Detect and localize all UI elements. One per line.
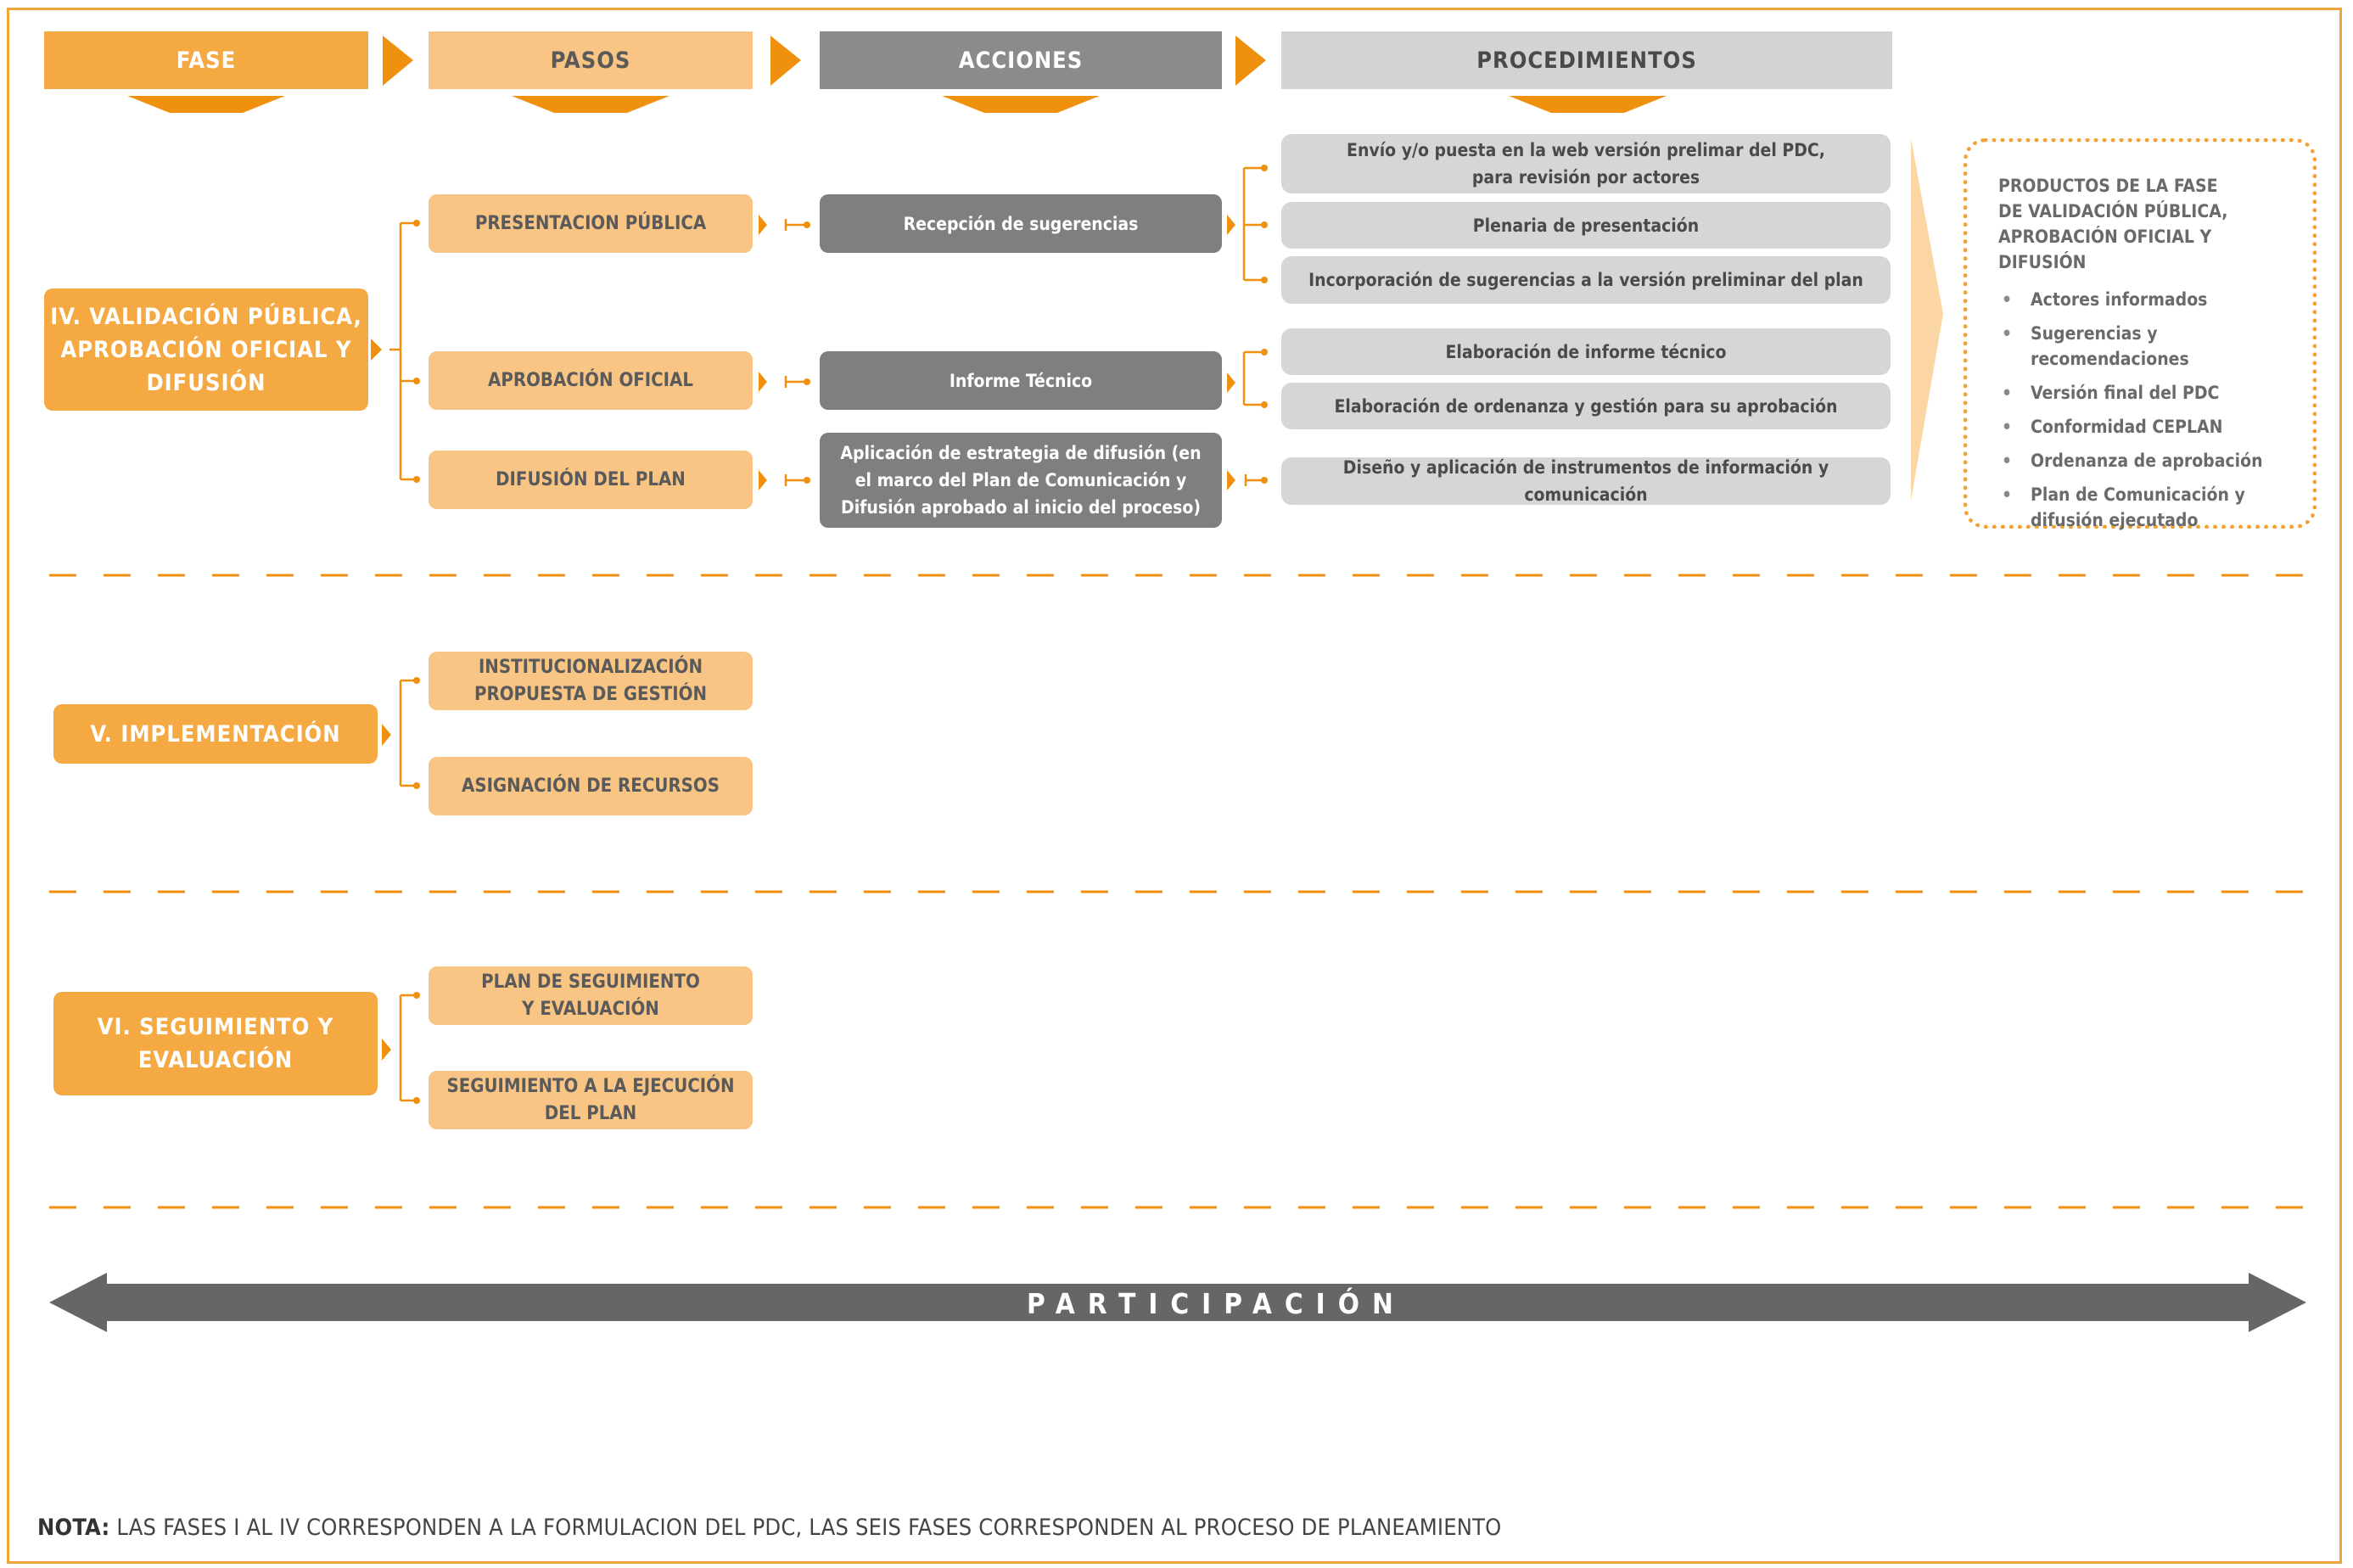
proc-ordenanza: Elaboración de ordenanza y gestión para su aprobación bbox=[1281, 383, 1891, 429]
paso-plan-seguimiento-line2: Y EVALUACIÓN bbox=[522, 998, 659, 1020]
accion-informe-tecnico: Informe Técnico bbox=[820, 351, 1222, 410]
productos-list bbox=[1998, 287, 2289, 533]
productos-item-text: • Actores informados bbox=[2031, 289, 2208, 310]
paso-institucionalizacion-line1: INSTITUCIONALIZACIÓN bbox=[478, 656, 703, 678]
fase-down-tab bbox=[127, 96, 285, 113]
proc-instrumentos-comunicacion: Diseño y aplicación de instrumentos de información y comunicación bbox=[1281, 457, 1891, 505]
pasos-down-tab bbox=[512, 96, 669, 113]
paso-seguimiento-ejecucion-line2: DEL PLAN bbox=[544, 1102, 637, 1124]
productos-item bbox=[1998, 448, 2289, 473]
accion-aplicacion-line1: Aplicación de estrategia de difusión (en bbox=[840, 443, 1202, 463]
accion-aplicacion-line3: Difusión aprobado al inicio del proceso) bbox=[841, 497, 1201, 518]
paso-aprobacion-oficial: APROBACIÓN OFICIAL bbox=[429, 351, 753, 410]
proc-envio-web bbox=[1281, 134, 1891, 193]
proc-plenaria: Plenaria de presentación bbox=[1281, 202, 1891, 249]
paso-presentacion-publica: PRESENTACION PÚBLICA bbox=[429, 194, 753, 253]
accion-aplicacion-estrategia bbox=[820, 433, 1222, 528]
phase-vi-box bbox=[53, 992, 378, 1095]
productos-item-text: • Plan de Comunicación y bbox=[2031, 484, 2245, 505]
productos-item-text: • Versión final del PDC bbox=[2031, 383, 2220, 403]
productos-item-text: recomendaciones bbox=[2031, 349, 2189, 369]
acciones-down-tab bbox=[942, 96, 1100, 113]
paso-institucionalizacion-line2: PROPUESTA DE GESTIÓN bbox=[473, 683, 708, 705]
productos-title-line3: APROBACIÓN OFICIAL Y DIFUSIÓN bbox=[1998, 227, 2212, 272]
phase-iv-title-line3: DIFUSIÓN bbox=[146, 369, 266, 396]
productos-item bbox=[1998, 482, 2289, 533]
paso-asignacion-recursos: ASIGNACIÓN DE RECURSOS bbox=[429, 757, 753, 815]
phase-vi-title-line2: EVALUACIÓN bbox=[137, 1047, 294, 1073]
paso-difusion-del-plan: DIFUSIÓN DEL PLAN bbox=[429, 451, 753, 509]
productos-item-text: • Sugerencias y bbox=[2031, 323, 2158, 344]
accion-aplicacion-line2: el marco del Plan de Comunicación y bbox=[854, 470, 1187, 490]
productos-title-line2: DE VALIDACIÓN PÚBLICA, bbox=[1998, 201, 2228, 221]
header-arrow-3 bbox=[1235, 36, 1266, 86]
proc-informe-tecnico: Elaboración de informe técnico bbox=[1281, 328, 1891, 375]
productos-item-text: difusión ejecutado bbox=[2031, 510, 2199, 530]
phase-iv-title-line1: IV. VALIDACIÓN PÚBLICA, bbox=[50, 303, 362, 330]
productos-item-text: • Conformidad CEPLAN bbox=[2031, 417, 2223, 437]
productos-item bbox=[1998, 287, 2289, 312]
paso-plan-seguimiento bbox=[429, 966, 753, 1025]
paso-institucionalizacion bbox=[429, 652, 753, 710]
phase-v-box: V. IMPLEMENTACIÓN bbox=[53, 704, 378, 764]
proc-envio-line1: Envío y/o puesta en la web versión prelimar del PDC, bbox=[1347, 140, 1825, 160]
header-arrow-2 bbox=[770, 36, 801, 86]
header-procedimientos: PROCEDIMIENTOS bbox=[1281, 31, 1892, 89]
phase-iv-title-line2: APROBACIÓN OFICIAL Y bbox=[60, 336, 352, 363]
paso-seguimiento-ejecucion bbox=[429, 1071, 753, 1129]
phase-iv-box bbox=[44, 288, 368, 411]
productos-item bbox=[1998, 414, 2289, 440]
nota-text: LAS FASES I AL IV CORRESPONDEN A LA FORMULACION DEL PDC, LAS SEIS FASES CORRESPONDEN AL PROCESO DE PLANEAMIENTO bbox=[109, 1515, 1502, 1541]
nota-label: NOTA: bbox=[37, 1515, 110, 1541]
productos-title-line1: PRODUCTOS DE LA FASE bbox=[1998, 176, 2218, 196]
nota-footer bbox=[37, 1515, 1501, 1541]
header-acciones: ACCIONES bbox=[820, 31, 1222, 89]
productos-title bbox=[1998, 173, 2289, 275]
productos-box bbox=[1964, 138, 2317, 529]
productos-item bbox=[1998, 380, 2289, 406]
accion-recepcion-sugerencias: Recepción de sugerencias bbox=[820, 194, 1222, 253]
header-arrow-1 bbox=[383, 36, 413, 86]
phase-vi-title-line1: VI. SEGUIMIENTO Y bbox=[97, 1014, 334, 1040]
participacion-label: PARTICIPACIÓN bbox=[1027, 1287, 1406, 1320]
paso-seguimiento-ejecucion-line1: SEGUIMIENTO A LA EJECUCIÓN bbox=[446, 1075, 735, 1097]
procedimientos-down-tab bbox=[1509, 96, 1667, 113]
paso-plan-seguimiento-line1: PLAN DE SEGUIMIENTO bbox=[481, 971, 700, 993]
productos-item bbox=[1998, 321, 2289, 372]
proc-incorporacion-sugerencias: Incorporación de sugerencias a la versión preliminar del plan bbox=[1281, 256, 1891, 304]
products-chevron bbox=[1911, 138, 1943, 501]
header-pasos: PASOS bbox=[429, 31, 753, 89]
header-fase: FASE bbox=[44, 31, 368, 89]
proc-envio-line2: para revisión por actores bbox=[1471, 167, 1700, 188]
productos-item-text: • Ordenanza de aprobación bbox=[2031, 451, 2263, 471]
